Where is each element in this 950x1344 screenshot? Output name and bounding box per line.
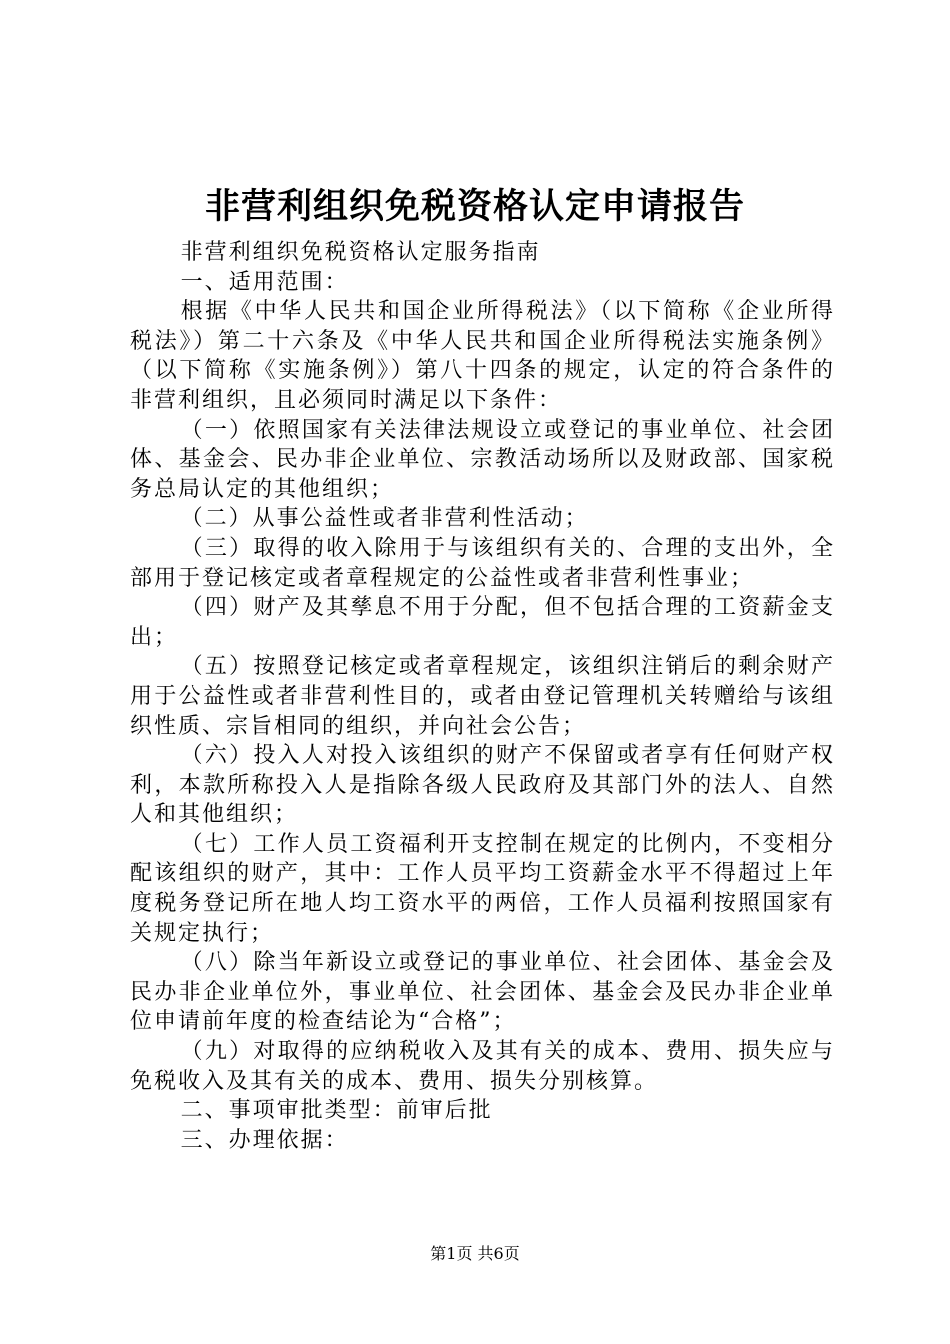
paragraph-section-2-heading: 二、事项审批类型：前审后批 xyxy=(180,1098,493,1124)
paragraph-condition-5: （五）按照登记核定或者章程规定，该组织注销后的剩余财产用于公益性或者非营利性目的，或者由登记管理机关转赠给与该组织性质、宗旨相同的组织，并向社会公告； xyxy=(130,654,835,739)
document-body xyxy=(130,238,835,1155)
paragraph-condition-7: （七）工作人员工资福利开支控制在规定的比例内，不变相分配该组织的财产，其中：工作人员平均工资薪金水平不得超过上年度税务登记所在地人均工资水平的两倍，工作人员福利按照国家有关规定执行； xyxy=(130,831,835,946)
paragraph-condition-1: （一）依照国家有关法律法规设立或登记的事业单位、社会团体、基金会、民办非企业单位、宗教活动场所以及财政部、国家税务总局认定的其他组织； xyxy=(130,417,835,502)
paragraph-condition-4: （四）财产及其孳息不用于分配，但不包括合理的工资薪金支出； xyxy=(130,595,835,650)
paragraph-condition-8: （八）除当年新设立或登记的事业单位、社会团体、基金会及民办非企业单位外，事业单位、社会团体、基金会及民办非企业单位申请前年度的检查结论为“合格”； xyxy=(130,950,835,1035)
paragraph-section-1-heading: 一、适用范围： xyxy=(180,269,349,295)
paragraph-condition-2: （二）从事公益性或者非营利性活动； xyxy=(180,506,589,532)
paragraph-condition-6: （六）投入人对投入该组织的财产不保留或者享有任何财产权利，本款所称投入人是指除各级人民政府及其部门外的法人、自然人和其他组织； xyxy=(130,743,835,828)
document-title: 非营利组织免税资格认定申请报告 xyxy=(204,187,745,227)
page-footer: 第1页 共6页 xyxy=(430,1244,520,1263)
paragraph-condition-9: （九）对取得的应纳税收入及其有关的成本、费用、损失应与免税收入及其有关的成本、费用、损失分别核算。 xyxy=(130,1039,835,1094)
paragraph-legal-basis: 根据《中华人民共和国企业所得税法》（以下简称《企业所得税法》）第二十六条及《中华人民共和国企业所得税法实施条例》（以下简称《实施条例》）第八十四条的规定，认定的符合条件的非营利组织，且必须同时满足以下条件： xyxy=(130,299,835,413)
paragraph-section-3-heading: 三、办理依据： xyxy=(180,1127,349,1153)
paragraph-condition-3: （三）取得的收入除用于与该组织有关的、合理的支出外，全部用于登记核定或者章程规定的公益性或者非营利性事业； xyxy=(130,535,835,591)
paragraph-guide-title: 非营利组织免税资格认定服务指南 xyxy=(180,240,541,265)
